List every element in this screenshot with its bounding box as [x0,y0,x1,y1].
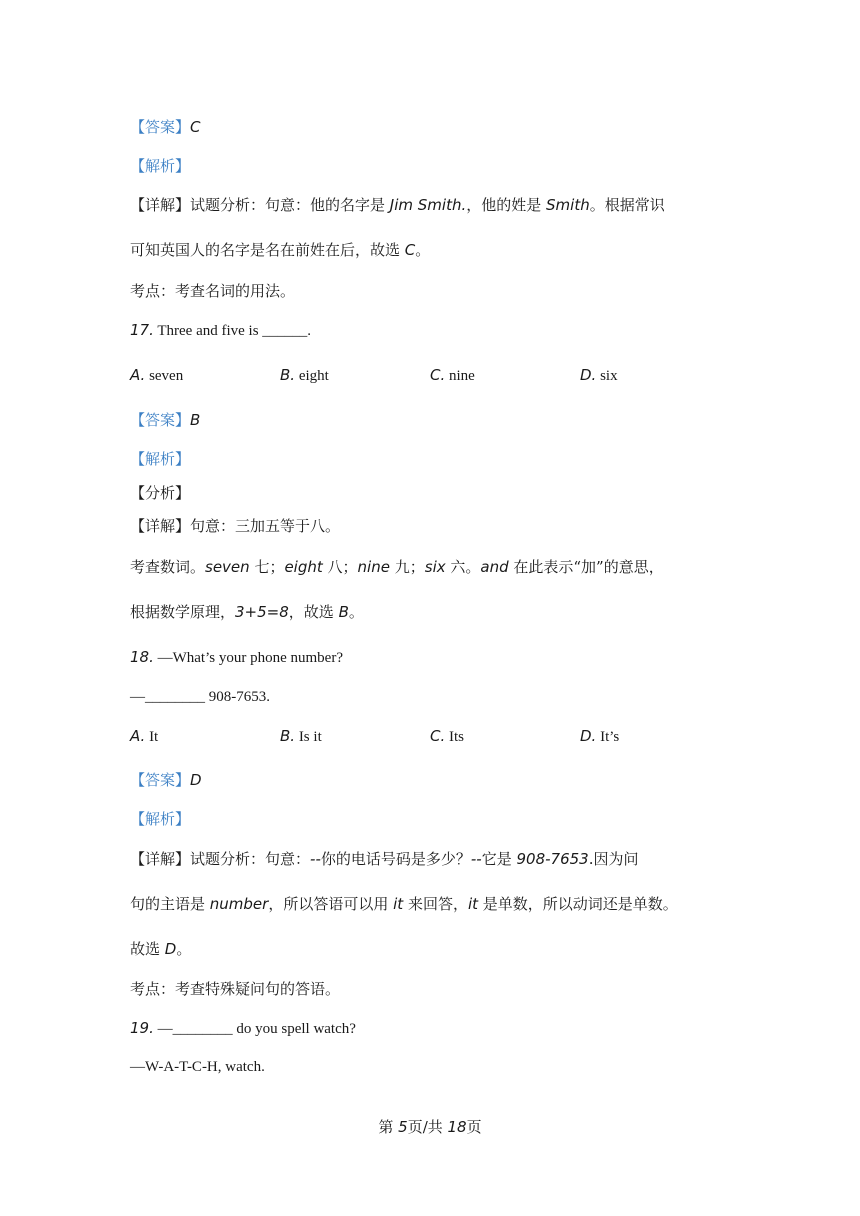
q17-analysis-label: 【解析】 [130,450,191,468]
option-text: eight [298,368,329,384]
detail-text: 句的主语是 [130,895,210,913]
option-text: Its [449,729,464,745]
explain-text: 考查数词。 [130,558,206,576]
detail-text: 你的电话号码是多少？ [320,850,471,868]
answer-choice: B [190,411,201,429]
word-it: it [467,895,479,913]
option-text: six [600,368,618,384]
footer-text: 页 [466,1118,482,1136]
q18-option-a[interactable] [130,725,158,748]
explain-text: ，故选 [288,603,339,621]
detail-label: 【详解】 [130,517,191,535]
page-footer [0,1116,860,1137]
word-number: number [209,895,269,913]
q18-option-c[interactable] [430,725,464,748]
detail-text: 试题分析：句意： [190,850,311,868]
footer-text: 第 [378,1118,399,1136]
detail-text: .因为问 [588,850,639,868]
q16-kaodian: 考点：考查名词的用法。 [130,282,296,300]
option-text: seven [149,368,184,384]
name-term: Jim Smith. [389,196,467,214]
word-eight: eight [284,558,323,576]
detail-text: 句意：三加五等于八。 [190,517,341,535]
explain-choice: B [338,603,349,621]
question-stem: —What’s your phone number? [157,650,343,666]
detail-text: 。 [415,241,431,259]
q17-explain-line1 [130,556,664,578]
q17-answer [130,409,200,431]
q18-detail-line2 [130,893,678,915]
answer-label: 【答案】 [130,411,191,429]
q19-stem-reply: —W-A-T-C-H, watch. [130,1059,265,1075]
question-number: 18. [130,648,154,666]
q17-option-c[interactable] [430,364,475,387]
answer-choice: C [190,118,201,136]
q17-option-b[interactable] [280,364,329,387]
detail-text: 。 [176,940,192,958]
word-nine: nine [357,558,390,576]
detail-text: ，所以答语可以用 [268,895,394,913]
q18-stem-reply: —________ 908-7653. [130,689,270,705]
q18-answer [130,769,202,791]
dash: -- [470,850,482,868]
word-it: it [393,895,404,913]
question-number: 17. [130,321,154,339]
q18-detail-line3 [130,938,191,960]
option-letter: A. [130,727,146,745]
q16-detail-line2 [130,239,430,261]
option-text: Is it [298,729,322,745]
option-letter: D. [580,727,597,745]
word-seven: seven [205,558,250,576]
q17-detail [130,515,340,537]
q18-detail-line1 [130,848,638,870]
page-number: 5 [398,1118,408,1136]
q17-option-a[interactable] [130,364,183,387]
q18-stem [130,646,343,669]
detail-text: 来回答， [403,895,468,913]
equation: 3+5=8 [235,603,289,621]
option-text: nine [449,368,475,384]
detail-text: 它是 [481,850,517,868]
q18-option-d[interactable] [580,725,619,748]
explain-text: 八； [322,558,358,576]
option-letter: D. [580,366,597,384]
detail-text: ，他的姓是 [466,196,547,214]
answer-label: 【答案】 [130,771,191,789]
word-six: six [424,558,446,576]
q16-analysis-label: 【解析】 [130,157,191,175]
answer-label: 【答案】 [130,118,191,136]
detail-label: 【详解】 [130,196,191,214]
explain-text: 七； [249,558,285,576]
detail-text: 是单数，所以动词还是单数。 [478,895,678,913]
question-stem: —________ do you spell watch? [157,1021,356,1037]
q18-option-b[interactable] [280,725,322,748]
phone-number: 908-7653 [516,850,589,868]
q17-option-d[interactable] [580,364,618,387]
option-letter: B. [280,727,296,745]
detail-text: 试题分析：句意：他的名字是 [190,196,390,214]
detail-choice: C [404,241,416,259]
option-letter: C. [430,366,446,384]
detail-text: 可知英国人的名字是名在前姓在后，故选 [130,241,405,259]
option-letter: B. [280,366,296,384]
detail-text: 故选 [130,940,165,958]
explain-text: 根据数学原理， [130,603,236,621]
q17-stem [130,319,311,342]
q18-kaodian: 考点：考查特殊疑问句的答语。 [130,980,341,998]
q17-fenxi-label: 【分析】 [130,484,191,502]
page-total: 18 [447,1118,467,1136]
explain-text: 九； [389,558,425,576]
q18-analysis-label: 【解析】 [130,810,191,828]
footer-text: 页/共 [407,1118,448,1136]
option-text: It’s [600,729,620,745]
explain-text: 。 [348,603,364,621]
detail-choice: D [164,940,177,958]
q19-stem [130,1017,356,1040]
surname-term: Smith [546,196,590,214]
q17-explain-line2 [130,601,364,623]
option-letter: A. [130,366,146,384]
word-and: and [480,558,509,576]
question-number: 19. [130,1019,154,1037]
option-letter: C. [430,727,446,745]
q16-answer [130,116,201,138]
detail-text: 。根据常识 [589,196,665,214]
explain-text: 六。 [445,558,481,576]
explain-text: 在此表示“加”的意思， [508,558,664,576]
q16-detail-line1 [130,194,665,216]
option-text: It [149,729,159,745]
dash: -- [310,850,321,868]
question-stem: Three and five is ______. [157,323,312,339]
answer-choice: D [190,771,202,789]
detail-label: 【详解】 [130,850,191,868]
